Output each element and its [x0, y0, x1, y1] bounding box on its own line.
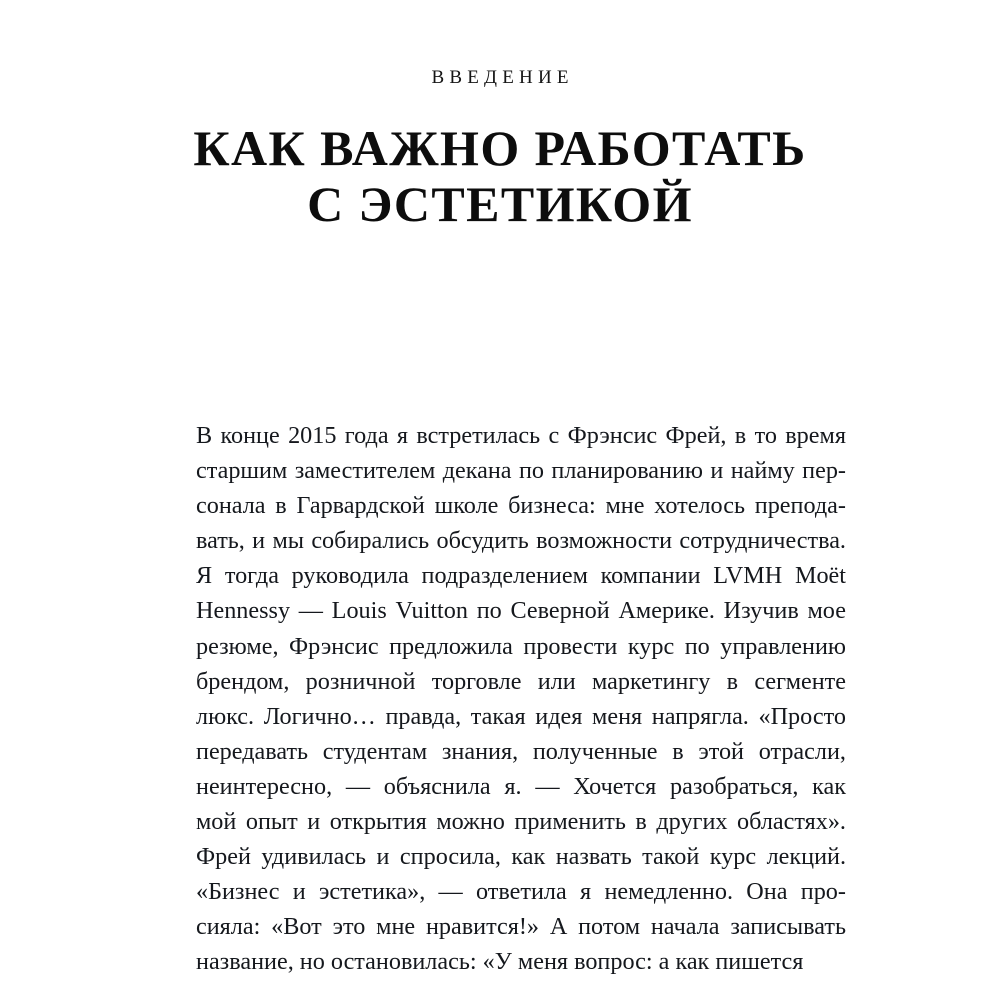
- body-text-line: неинтересно, — объяснила я. — Хочется разобраться, как: [196, 772, 846, 800]
- body-text-line: люкс. Логично… правда, такая идея меня напрягла. «Просто: [196, 702, 846, 730]
- body-text-line: брендом, розничной торговле или маркетингу в сегменте: [196, 667, 846, 695]
- body-text-line: сонала в Гарвардской школе бизнеса: мне хотелось препода-: [196, 492, 846, 520]
- body-text-line: вать, и мы собирались обсудить возможности сотрудничества.: [196, 527, 846, 555]
- body-text-line: Я тогда руководила подразделением компании LVMH Moët: [196, 562, 846, 590]
- body-text-line: резюме, Фрэнсис предложила провести курс по управлению: [196, 632, 846, 660]
- body-text-line: «Бизнес и эстетика», — ответила я немедленно. Она про-: [196, 878, 846, 906]
- body-text-line: название, но остановилась: «У меня вопрос: а как пишется: [196, 948, 804, 976]
- body-paragraph: [196, 418, 846, 980]
- body-text-line: старшим заместителем декана по планированию и найму пер-: [196, 457, 846, 485]
- body-text-line: сияла: «Вот это мне нравится!» А потом начала записывать: [196, 913, 846, 941]
- body-text-line: Фрей удивилась и спросила, как назвать такой курс лекций.: [196, 843, 846, 871]
- chapter-eyebrow-label: ВВЕДЕНИЕ: [431, 67, 574, 88]
- body-text-line: В конце 2015 года я встретилась с Фрэнсис Фрей, в то время: [196, 422, 846, 449]
- chapter-header: [0, 0, 1000, 232]
- page-title-line-1: КАК ВАЖНО РАБОТАТЬ: [193, 120, 807, 176]
- page-title-line-2: С ЭСТЕТИКОЙ: [307, 176, 693, 232]
- body-text-line: передавать студентам знания, полученные в этой отрасли,: [196, 737, 846, 765]
- page-title: [0, 87, 1000, 232]
- body-text-line: Hennessy — Louis Vuitton по Северной Америке. Изучив мое: [196, 597, 846, 625]
- body-text-column: [196, 418, 846, 980]
- body-text-line: мой опыт и открытия можно применить в других областях».: [196, 808, 846, 836]
